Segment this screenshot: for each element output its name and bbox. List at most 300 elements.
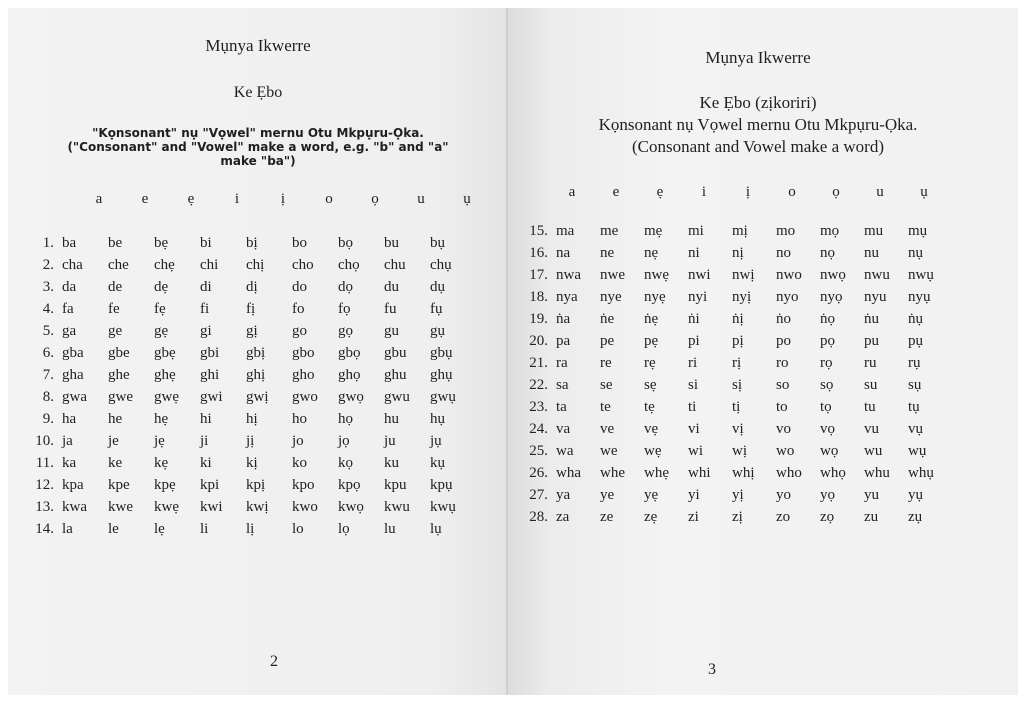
syllable-cell: yo	[776, 487, 791, 503]
syllable-cell: pọ	[820, 333, 835, 349]
syllable-cell: dị	[246, 279, 258, 295]
row-number: 1.	[42, 235, 54, 251]
syllable-cell: kị	[246, 455, 258, 471]
syllable-cell: nwụ	[908, 267, 934, 283]
syllable-cell: ku	[384, 455, 399, 471]
syllable-cell: bẹ	[154, 235, 169, 251]
vowel-header-cell: ẹ	[187, 191, 195, 207]
row-number: 5.	[42, 323, 54, 339]
syllable-cell: vu	[864, 421, 879, 437]
syllable-cell: ghị	[246, 367, 266, 383]
syllable-cell: du	[384, 279, 399, 295]
syllable-cell: gwu	[384, 389, 410, 405]
syllable-cell: ka	[62, 455, 77, 471]
row-number: 10.	[35, 433, 54, 449]
syllable-cell: to	[776, 399, 788, 415]
table-row	[24, 496, 476, 518]
table-row	[512, 352, 952, 374]
vowel-header-cell: i	[701, 184, 707, 200]
syllable-cell: mị	[732, 223, 748, 239]
syllable-cell: zi	[688, 509, 699, 525]
syllable-cell: ni	[688, 245, 700, 261]
right-page-title: Mụnya Ikwerre	[705, 48, 811, 67]
syllable-cell: nyo	[776, 289, 799, 305]
syllable-cell: wi	[688, 443, 703, 459]
left-heading-line-2: ("Consonant" and "Vowel" make a word, e.g. "b" and "a"	[67, 140, 449, 154]
syllable-cell: ghọ	[338, 367, 361, 383]
syllable-cell: kpo	[292, 477, 315, 493]
syllable-cell: gbẹ	[154, 345, 176, 361]
syllable-cell: na	[556, 245, 571, 261]
syllable-cell: gha	[62, 367, 84, 383]
syllable-cell: kwo	[292, 499, 318, 515]
syllable-cell: nyị	[732, 289, 752, 305]
table-row	[24, 276, 476, 298]
syllable-cell: gwẹ	[154, 389, 179, 405]
syllable-cell: cho	[292, 257, 314, 273]
syllable-cell: ti	[688, 399, 697, 415]
syllable-cell: rẹ	[644, 355, 656, 371]
syllable-cell: kpa	[62, 477, 84, 493]
syllable-cell: lị	[246, 521, 255, 537]
syllable-cell: chẹ	[154, 257, 175, 273]
left-page	[8, 8, 508, 695]
syllable-cell: bọ	[338, 235, 353, 251]
syllable-cell: ze	[600, 509, 614, 525]
syllable-cell: ṅị	[732, 311, 744, 327]
syllable-cell: ke	[108, 455, 123, 471]
syllable-cell: ṅu	[864, 311, 879, 327]
syllable-cell: gbụ	[430, 345, 453, 361]
left-heading-line-1: "Kọnsonant" nụ "Vọwel" mernu Otu Mkpụru-Ọka.	[92, 126, 424, 140]
vowel-header-cell: o	[325, 191, 333, 207]
syllable-cell: nwọ	[820, 267, 846, 283]
syllable-cell: hị	[246, 411, 258, 427]
right-heading-line-2: (Consonant and Vowel make a word)	[632, 137, 884, 156]
syllable-cell: mo	[776, 223, 796, 239]
vowel-header-cell: ụ	[920, 184, 928, 200]
syllable-cell: li	[200, 521, 209, 537]
syllable-cell: nya	[556, 289, 578, 305]
syllable-cell: ghi	[200, 367, 220, 383]
syllable-cell: vụ	[908, 421, 923, 437]
syllable-cell: ga	[62, 323, 77, 339]
syllable-cell: gwo	[292, 389, 318, 405]
right-vowel-header	[550, 184, 946, 201]
row-number: 26.	[529, 465, 548, 481]
syllable-cell: gụ	[430, 323, 445, 339]
left-page-title: Mụnya Ikwerre	[205, 36, 311, 55]
table-row	[512, 286, 952, 308]
row-number: 11.	[35, 455, 54, 471]
syllable-cell: wị	[732, 443, 747, 459]
syllable-cell: cha	[62, 257, 83, 273]
syllable-cell: tọ	[820, 399, 832, 415]
row-number: 20.	[529, 333, 548, 349]
syllable-cell: ye	[600, 487, 615, 503]
syllable-cell: whi	[688, 465, 711, 481]
syllable-cell: gwi	[200, 389, 223, 405]
table-row	[512, 242, 952, 264]
syllable-cell: fi	[200, 301, 210, 317]
vowel-header-cell: e	[141, 191, 149, 207]
syllable-cell: ghụ	[430, 367, 453, 383]
syllable-cell: dụ	[430, 279, 445, 295]
syllable-cell: chu	[384, 257, 406, 273]
syllable-cell: ṅa	[556, 311, 571, 327]
syllable-cell: dẹ	[154, 279, 169, 295]
table-row	[512, 308, 952, 330]
syllable-cell: ṅe	[600, 311, 615, 327]
syllable-cell: tẹ	[644, 399, 655, 415]
syllable-cell: whụ	[908, 465, 934, 481]
syllable-cell: kẹ	[154, 455, 169, 471]
syllable-cell: mẹ	[644, 223, 663, 239]
syllable-cell: gi	[200, 323, 212, 339]
row-number: 28.	[529, 509, 548, 525]
syllable-cell: ya	[556, 487, 571, 503]
table-row	[512, 484, 952, 506]
syllable-cell: ja	[62, 433, 73, 449]
syllable-cell: zo	[776, 509, 791, 525]
table-row	[512, 220, 952, 242]
syllable-cell: lọ	[338, 521, 350, 537]
syllable-cell: ṅụ	[908, 311, 923, 327]
syllable-cell: fo	[292, 301, 305, 317]
syllable-cell: ru	[864, 355, 877, 371]
syllable-cell: ji	[200, 433, 209, 449]
syllable-cell: le	[108, 521, 119, 537]
vowel-header-cell: ẹ	[656, 184, 664, 200]
syllable-cell: mọ	[820, 223, 840, 239]
syllable-cell: gbe	[108, 345, 130, 361]
syllable-cell: wụ	[908, 443, 927, 459]
table-row	[512, 330, 952, 352]
row-number: 7.	[42, 367, 54, 383]
syllable-cell: vọ	[820, 421, 835, 437]
syllable-cell: da	[62, 279, 77, 295]
syllable-cell: kwe	[108, 499, 133, 515]
syllable-cell: fa	[62, 301, 74, 317]
table-row	[24, 408, 476, 430]
syllable-cell: we	[600, 443, 618, 459]
right-page-subtitle: Ke Ẹbo (zịkoriri)	[699, 93, 817, 112]
syllable-cell: sẹ	[644, 377, 657, 393]
syllable-cell: whe	[600, 465, 625, 481]
syllable-cell: chi	[200, 257, 219, 273]
vowel-header-cell: ọ	[832, 184, 840, 200]
syllable-cell: jọ	[338, 433, 350, 449]
syllable-cell: chị	[246, 257, 265, 273]
row-number: 19.	[529, 311, 548, 327]
syllable-cell: gwụ	[430, 389, 456, 405]
syllable-cell: yi	[688, 487, 700, 503]
table-row	[24, 474, 476, 496]
syllable-cell: kwa	[62, 499, 87, 515]
syllable-cell: gwọ	[338, 389, 364, 405]
syllable-cell: ra	[556, 355, 568, 371]
table-row	[512, 374, 952, 396]
right-page-heading	[508, 92, 1008, 158]
syllable-cell: gọ	[338, 323, 353, 339]
table-row	[512, 418, 952, 440]
syllable-cell: wẹ	[644, 443, 662, 459]
syllable-cell: nwe	[600, 267, 625, 283]
syllable-cell: kpu	[384, 477, 407, 493]
syllable-cell: gbu	[384, 345, 407, 361]
syllable-cell: gho	[292, 367, 315, 383]
syllable-cell: bụ	[430, 235, 445, 251]
right-page-number: 3	[708, 661, 716, 678]
vowel-header-cell: ị	[745, 184, 751, 200]
syllable-cell: che	[108, 257, 129, 273]
syllable-cell: fu	[384, 301, 397, 317]
syllable-cell: be	[108, 235, 123, 251]
right-page	[508, 8, 1018, 695]
vowel-header-cell: i	[234, 191, 240, 207]
syllable-cell: kpe	[108, 477, 130, 493]
vowel-header-cell: u	[876, 184, 884, 200]
syllable-cell: de	[108, 279, 123, 295]
syllable-cell: fọ	[338, 301, 351, 317]
syllable-cell: rọ	[820, 355, 833, 371]
left-heading-line-3: make "ba")	[220, 154, 296, 168]
syllable-cell: ju	[384, 433, 396, 449]
open-booklet	[8, 8, 1018, 695]
syllable-cell: yụ	[908, 487, 923, 503]
syllable-cell: me	[600, 223, 619, 239]
syllable-cell: ri	[688, 355, 698, 371]
syllable-cell: hẹ	[154, 411, 169, 427]
syllable-cell: bo	[292, 235, 307, 251]
syllable-cell: whị	[732, 465, 755, 481]
syllable-cell: si	[688, 377, 699, 393]
syllable-cell: ta	[556, 399, 567, 415]
syllable-cell: sị	[732, 377, 743, 393]
left-page-subtitle: Ke Ẹbo	[233, 84, 283, 101]
syllable-cell: whẹ	[644, 465, 669, 481]
syllable-cell: họ	[338, 411, 353, 427]
syllable-cell: pu	[864, 333, 879, 349]
syllable-cell: nyụ	[908, 289, 931, 305]
syllable-cell: he	[108, 411, 123, 427]
table-row	[512, 264, 952, 286]
syllable-cell: yị	[732, 487, 744, 503]
row-number: 24.	[529, 421, 548, 437]
syllable-cell: jo	[292, 433, 304, 449]
row-number: 8.	[42, 389, 54, 405]
vowel-header-cell: e	[612, 184, 620, 200]
syllable-cell: bi	[200, 235, 212, 251]
table-row	[24, 232, 476, 254]
syllable-cell: nẹ	[644, 245, 659, 261]
row-number: 25.	[529, 443, 548, 459]
syllable-cell: tu	[864, 399, 876, 415]
syllable-cell: wọ	[820, 443, 839, 459]
left-syllable-table	[24, 232, 476, 540]
syllable-cell: gwị	[246, 389, 269, 405]
syllable-cell: lụ	[430, 521, 442, 537]
syllable-cell: ṅi	[688, 311, 700, 327]
syllable-cell: mụ	[908, 223, 928, 239]
vowel-header-cell: ọ	[371, 191, 379, 207]
syllable-cell: nwa	[556, 267, 581, 283]
syllable-cell: do	[292, 279, 307, 295]
syllable-cell: nwo	[776, 267, 802, 283]
syllable-cell: vẹ	[644, 421, 659, 437]
syllable-cell: lo	[292, 521, 304, 537]
syllable-cell: gba	[62, 345, 84, 361]
syllable-cell: kpọ	[338, 477, 361, 493]
syllable-cell: nwu	[864, 267, 890, 283]
row-number: 6.	[42, 345, 54, 361]
syllable-cell: zụ	[908, 509, 923, 525]
syllable-cell: lu	[384, 521, 396, 537]
syllable-cell: sụ	[908, 377, 922, 393]
syllable-cell: chụ	[430, 257, 452, 273]
syllable-cell: ba	[62, 235, 77, 251]
syllable-cell: pị	[732, 333, 744, 349]
row-number: 22.	[529, 377, 548, 393]
syllable-cell: kwị	[246, 499, 269, 515]
vowel-header-cell: o	[788, 184, 796, 200]
syllable-cell: gbọ	[338, 345, 361, 361]
row-number: 18.	[529, 289, 548, 305]
syllable-cell: sa	[556, 377, 569, 393]
left-vowel-header	[76, 191, 490, 208]
syllable-cell: nyẹ	[644, 289, 666, 305]
vowel-header-cell: a	[568, 184, 576, 200]
syllable-cell: ne	[600, 245, 615, 261]
syllable-cell: mi	[688, 223, 704, 239]
syllable-cell: ho	[292, 411, 307, 427]
syllable-cell: ghe	[108, 367, 130, 383]
syllable-cell: zẹ	[644, 509, 658, 525]
syllable-cell: vo	[776, 421, 791, 437]
syllable-cell: fụ	[430, 301, 443, 317]
syllable-cell: gu	[384, 323, 399, 339]
syllable-cell: kpị	[246, 477, 266, 493]
right-heading-line-1: Kọnsonant nụ Vọwel mernu Otu Mkpụru-Ọka.	[598, 115, 918, 134]
syllable-cell: gbo	[292, 345, 315, 361]
syllable-cell: whu	[864, 465, 890, 481]
syllable-cell: rụ	[908, 355, 921, 371]
syllable-cell: yọ	[820, 487, 835, 503]
left-page-heading	[38, 126, 478, 168]
syllable-cell: zị	[732, 509, 743, 525]
syllable-cell: kwẹ	[154, 499, 179, 515]
syllable-cell: no	[776, 245, 791, 261]
syllable-cell: ha	[62, 411, 77, 427]
syllable-cell: hu	[384, 411, 399, 427]
syllable-cell: ṅo	[776, 311, 791, 327]
syllable-cell: gị	[246, 323, 258, 339]
row-number: 4.	[42, 301, 54, 317]
syllable-cell: kọ	[338, 455, 353, 471]
table-row	[24, 452, 476, 474]
syllable-cell: gbị	[246, 345, 266, 361]
table-row	[512, 440, 952, 462]
syllable-cell: kụ	[430, 455, 445, 471]
syllable-cell: gbi	[200, 345, 220, 361]
row-number: 15.	[529, 223, 548, 239]
syllable-cell: wu	[864, 443, 883, 459]
syllable-cell: nwi	[688, 267, 711, 283]
row-number: 27.	[529, 487, 548, 503]
syllable-cell: zọ	[820, 509, 835, 525]
syllable-cell: su	[864, 377, 878, 393]
syllable-cell: za	[556, 509, 570, 525]
syllable-cell: mu	[864, 223, 884, 239]
syllable-cell: ge	[108, 323, 123, 339]
syllable-cell: chọ	[338, 257, 360, 273]
syllable-cell: nwị	[732, 267, 755, 283]
table-row	[24, 342, 476, 364]
syllable-cell: zu	[864, 509, 879, 525]
row-number: 3.	[42, 279, 54, 295]
syllable-cell: jẹ	[154, 433, 165, 449]
syllable-cell: nwẹ	[644, 267, 669, 283]
syllable-cell: pi	[688, 333, 700, 349]
syllable-cell: nu	[864, 245, 879, 261]
vowel-header-cell: ụ	[463, 191, 471, 207]
syllable-cell: ṅẹ	[644, 311, 659, 327]
table-row	[24, 518, 476, 540]
syllable-cell: who	[776, 465, 802, 481]
syllable-cell: kpụ	[430, 477, 453, 493]
table-row	[24, 298, 476, 320]
syllable-cell: whọ	[820, 465, 846, 481]
table-row	[24, 430, 476, 452]
row-number: 21.	[529, 355, 548, 371]
syllable-cell: jụ	[430, 433, 442, 449]
table-row	[24, 364, 476, 386]
syllable-cell: kwọ	[338, 499, 364, 515]
row-number: 14.	[35, 521, 54, 537]
syllable-cell: fe	[108, 301, 120, 317]
syllable-cell: bị	[246, 235, 258, 251]
syllable-cell: nụ	[908, 245, 923, 261]
syllable-cell: je	[108, 433, 119, 449]
syllable-cell: kwụ	[430, 499, 456, 515]
syllable-cell: tụ	[908, 399, 920, 415]
syllable-cell: ghu	[384, 367, 407, 383]
syllable-cell: kwi	[200, 499, 223, 515]
syllable-cell: gwa	[62, 389, 87, 405]
vowel-header-cell: a	[95, 191, 103, 207]
table-row	[24, 320, 476, 342]
row-number: 17.	[529, 267, 548, 283]
syllable-cell: ki	[200, 455, 212, 471]
syllable-cell: hi	[200, 411, 212, 427]
syllable-cell: fị	[246, 301, 256, 317]
syllable-cell: te	[600, 399, 611, 415]
table-row	[24, 386, 476, 408]
syllable-cell: nọ	[820, 245, 835, 261]
syllable-cell: vi	[688, 421, 700, 437]
syllable-cell: ghẹ	[154, 367, 176, 383]
row-number: 23.	[529, 399, 548, 415]
syllable-cell: kpi	[200, 477, 220, 493]
syllable-cell: yẹ	[644, 487, 659, 503]
table-row	[512, 462, 952, 484]
row-number: 13.	[35, 499, 54, 515]
syllable-cell: ro	[776, 355, 789, 371]
syllable-cell: pẹ	[644, 333, 659, 349]
syllable-cell: rị	[732, 355, 742, 371]
syllable-cell: lẹ	[154, 521, 165, 537]
syllable-cell: va	[556, 421, 571, 437]
